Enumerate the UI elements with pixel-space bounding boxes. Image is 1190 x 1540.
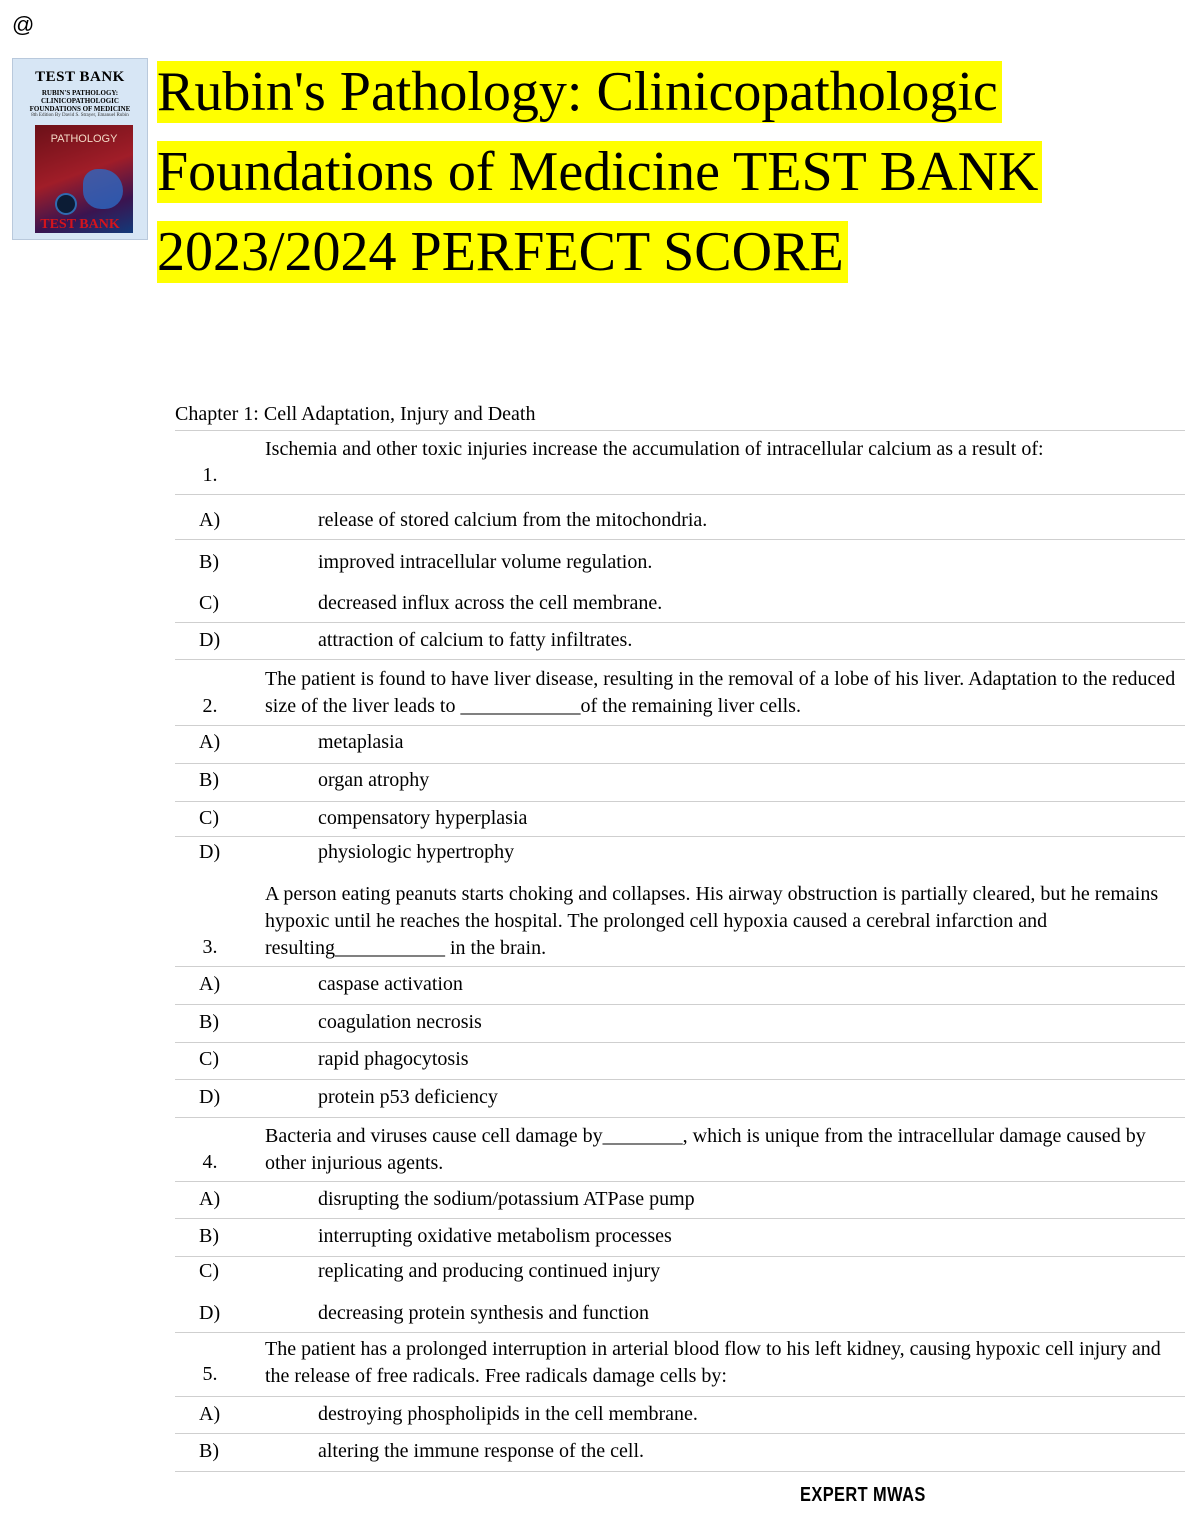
option-letter: A) <box>199 973 221 995</box>
option-letter: D) <box>199 841 221 863</box>
question-text: The patient has a prolonged interruption in arterial blood flow to his left kidney, causing hypoxic cell injury and the release of free radicals. Free radicals damage cells by: <box>265 1338 1161 1387</box>
cover-art-orb <box>57 195 75 213</box>
row-divider <box>175 539 1185 540</box>
question-number: 4. <box>202 1151 218 1173</box>
question-number: 2. <box>202 695 218 717</box>
chapter-heading: Chapter 1: Cell Adaptation, Injury and Death <box>175 403 536 425</box>
option-letter: C) <box>199 807 219 829</box>
option-text: replicating and producing continued injury <box>318 1260 661 1282</box>
option-letter: B) <box>199 551 219 573</box>
document-title: Rubin's Pathology: Clinicopathologic Foundations of Medicine TEST BANK 2023/2024 PERFECT SCORE <box>157 61 1042 283</box>
option-letter: C) <box>199 1260 219 1282</box>
option-text: disrupting the sodium/potassium ATPase pump <box>318 1188 695 1210</box>
option-text: altering the immune response of the cell. <box>318 1440 645 1462</box>
cover-edition: 8th Edition By David S. Strayer, Emanuel Rubin <box>31 113 129 118</box>
row-divider <box>175 1256 1185 1257</box>
option-letter: A) <box>199 1188 221 1210</box>
row-divider <box>175 1218 1185 1219</box>
cover-book-title: PATHOLOGY <box>50 133 118 145</box>
option-letter: B) <box>199 1011 219 1033</box>
row-divider <box>175 763 1185 764</box>
row-divider <box>175 659 1185 660</box>
question-number: 5. <box>202 1363 218 1385</box>
row-divider <box>175 494 1185 495</box>
row-divider <box>175 836 1185 837</box>
row-divider <box>175 1433 1185 1434</box>
row-divider <box>175 1396 1185 1397</box>
cover-top-label: TEST BANK <box>35 69 125 85</box>
option-letter: B) <box>199 1225 219 1247</box>
option-text: metaplasia <box>318 731 404 753</box>
option-text: attraction of calcium to fatty infiltrates. <box>318 629 633 651</box>
option-letter: B) <box>199 769 219 791</box>
option-letter: D) <box>199 1302 221 1324</box>
at-symbol: @ <box>12 12 35 37</box>
option-text: release of stored calcium from the mitochondria. <box>318 509 708 531</box>
option-text: caspase activation <box>318 973 463 995</box>
option-text: rapid phagocytosis <box>318 1048 469 1070</box>
row-divider <box>175 1004 1185 1005</box>
option-letter: B) <box>199 1440 219 1462</box>
option-text: decreased influx across the cell membrane. <box>318 592 663 614</box>
option-text: coagulation necrosis <box>318 1011 482 1033</box>
row-divider <box>175 1332 1185 1333</box>
book-cover-image <box>12 58 148 240</box>
option-text: decreasing protein synthesis and function <box>318 1302 650 1324</box>
row-divider <box>175 801 1185 802</box>
cover-subtitle: RUBIN'S PATHOLOGY: CLINICOPATHOLOGIC FOUNDATIONS OF MEDICINE <box>29 89 131 113</box>
document-title-block <box>157 52 1157 292</box>
question-number: 3. <box>202 936 218 958</box>
option-text: destroying phospholipids in the cell membrane. <box>318 1403 698 1425</box>
row-divider <box>175 1079 1185 1080</box>
question-number: 1. <box>202 464 218 486</box>
row-divider <box>175 1471 1185 1472</box>
row-divider <box>175 1181 1185 1182</box>
option-text: compensatory hyperplasia <box>318 807 528 829</box>
footer-watermark: EXPERT MWAS <box>800 1484 926 1506</box>
option-letter: A) <box>199 1403 221 1425</box>
option-letter: A) <box>199 509 221 531</box>
row-divider <box>175 622 1185 623</box>
option-letter: A) <box>199 731 221 753</box>
option-letter: C) <box>199 1048 219 1070</box>
option-text: physiologic hypertrophy <box>318 841 515 863</box>
question-text: A person eating peanuts starts choking and collapses. His airway obstruction is partially cleared, but he remains hypoxic until he reaches the hospital. The prolonged cell hypoxia caused a cerebral infarction and resulting___________ in the brain. <box>265 883 1159 959</box>
option-letter: C) <box>199 592 219 614</box>
row-divider <box>175 725 1185 726</box>
option-letter: D) <box>199 629 221 651</box>
option-text: interrupting oxidative metabolism processes <box>318 1225 672 1247</box>
cover-bottom-label: TEST BANK <box>40 217 120 232</box>
option-letter: D) <box>199 1086 221 1108</box>
question-text: Bacteria and viruses cause cell damage by________, which is unique from the intracellular damage caused by other injurious agents. <box>265 1125 1146 1174</box>
option-text: protein p53 deficiency <box>318 1086 498 1108</box>
row-divider <box>175 966 1185 967</box>
question-text: The patient is found to have liver disease, resulting in the removal of a lobe of his liver. Adaptation to the reduced size of the liver leads to ____________of the remaining liver cells. <box>265 668 1176 717</box>
row-divider <box>175 1117 1185 1118</box>
option-text: organ atrophy <box>318 769 430 791</box>
question-text: Ischemia and other toxic injuries increase the accumulation of intracellular calcium as a result of: <box>265 438 1044 460</box>
row-divider <box>175 430 1185 431</box>
option-text: improved intracellular volume regulation. <box>318 551 653 573</box>
row-divider <box>175 1042 1185 1043</box>
cover-art-shape <box>83 169 123 209</box>
